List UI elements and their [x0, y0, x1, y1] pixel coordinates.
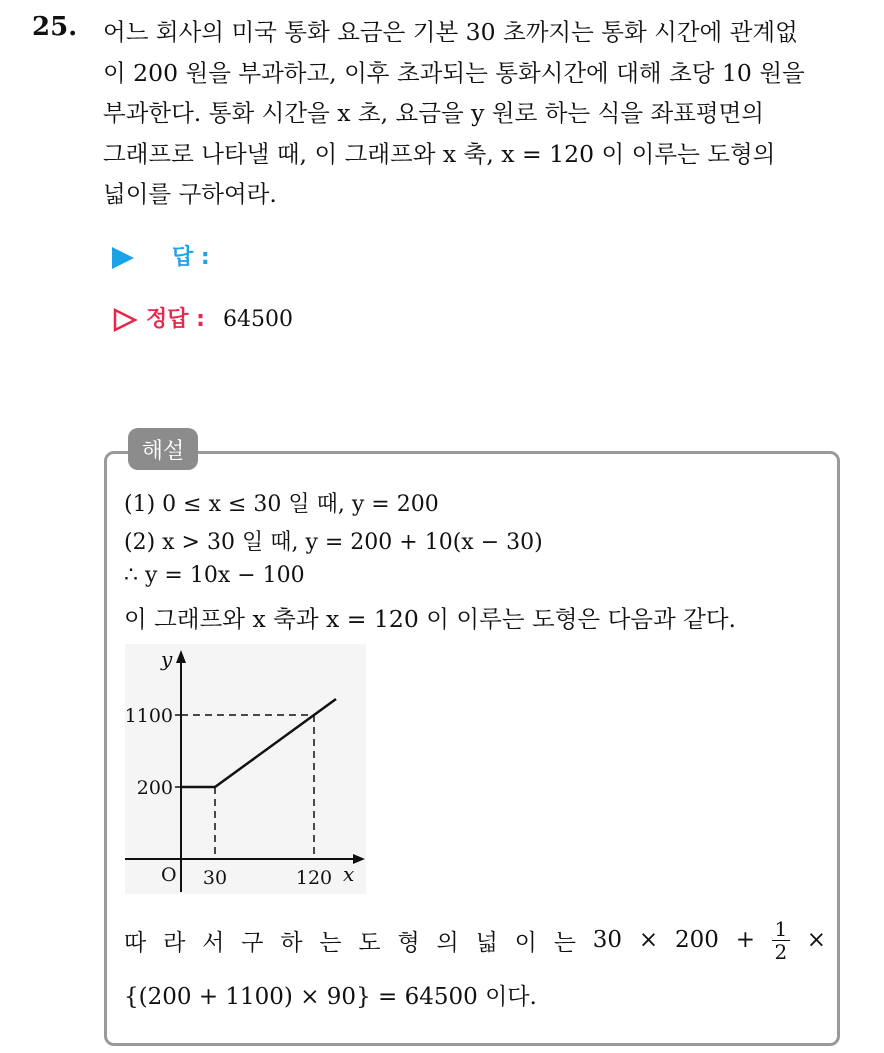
final-word: 는 [553, 929, 576, 956]
correct-answer-label: 정답 : [146, 307, 205, 332]
final-word: 따 [124, 929, 147, 956]
final-b: 200 [675, 927, 719, 953]
solution-line-4: 이 그래프와 x 축과 x = 120 이 이루는 도형은 다음과 같다. [124, 605, 737, 633]
final-line-2: {(200 + 1100) × 90} = 64500 이다. [124, 984, 537, 1010]
x-tick-label-30: 30 [202, 867, 228, 889]
final-word: 도 [358, 929, 381, 956]
final-word: 넓 [475, 929, 498, 956]
final-word: 이 [514, 929, 537, 956]
final-line-1 [124, 915, 826, 965]
outline-triangle-icon [112, 307, 138, 333]
question-number: 25. [32, 12, 78, 42]
times-sign: × [638, 927, 659, 953]
answer-row [112, 243, 210, 273]
solution-line-2: (2) x > 30 일 때, y = 200 + 10(x − 30) [124, 530, 543, 555]
final-word: 하 [280, 929, 303, 956]
times-sign-2: × [806, 927, 826, 953]
final-word: 형 [397, 929, 420, 956]
question-line: 부과한다. 통화 시간을 x 초, 요금을 y 원로 하는 식을 좌표평면의 [103, 99, 764, 127]
final-word: 서 [202, 929, 225, 956]
correct-answer-value: 64500 [222, 307, 293, 332]
question-text [103, 12, 863, 215]
answer-label: 답 : [172, 245, 210, 270]
origin-label: O [161, 864, 177, 886]
fraction-denominator: 2 [774, 939, 788, 964]
fraction-half [772, 918, 790, 963]
final-word: 구 [241, 929, 264, 956]
play-triangle-icon [112, 247, 134, 269]
correct-answer-row [112, 305, 293, 335]
final-word: 라 [163, 929, 186, 956]
x-tick-label-120: 120 [295, 867, 333, 889]
final-a: 30 [592, 927, 623, 953]
y-tick-label-1100: 1100 [125, 705, 173, 727]
x-axis-label: x [343, 862, 355, 886]
question-line: 이 200 원을 부과하고, 이후 초과되는 통화시간에 대해 초당 10 원을 [103, 58, 805, 87]
y-axis-label: y [161, 647, 173, 671]
final-word: 의 [436, 929, 459, 956]
solution-line-3: ∴ y = 10x − 100 [124, 563, 305, 588]
question-line: 어느 회사의 미국 통화 요금은 기본 30 초까지는 통화 시간에 관계없 [103, 18, 798, 46]
final-word: 는 [319, 929, 342, 956]
question-line: 그래프로 나타낼 때, 이 그래프와 x 축, x = 120 이 이루는 도형의 [103, 139, 776, 168]
plus-sign: + [735, 927, 756, 953]
solution-graph [125, 644, 366, 894]
solution-tag: 해설 [128, 428, 198, 470]
y-tick-label-200: 200 [136, 777, 173, 799]
solution-line-1: (1) 0 ≤ x ≤ 30 일 때, y = 200 [124, 492, 439, 517]
fraction-numerator: 1 [774, 916, 788, 941]
question-line: 넓이를 구하여라. [103, 180, 277, 208]
